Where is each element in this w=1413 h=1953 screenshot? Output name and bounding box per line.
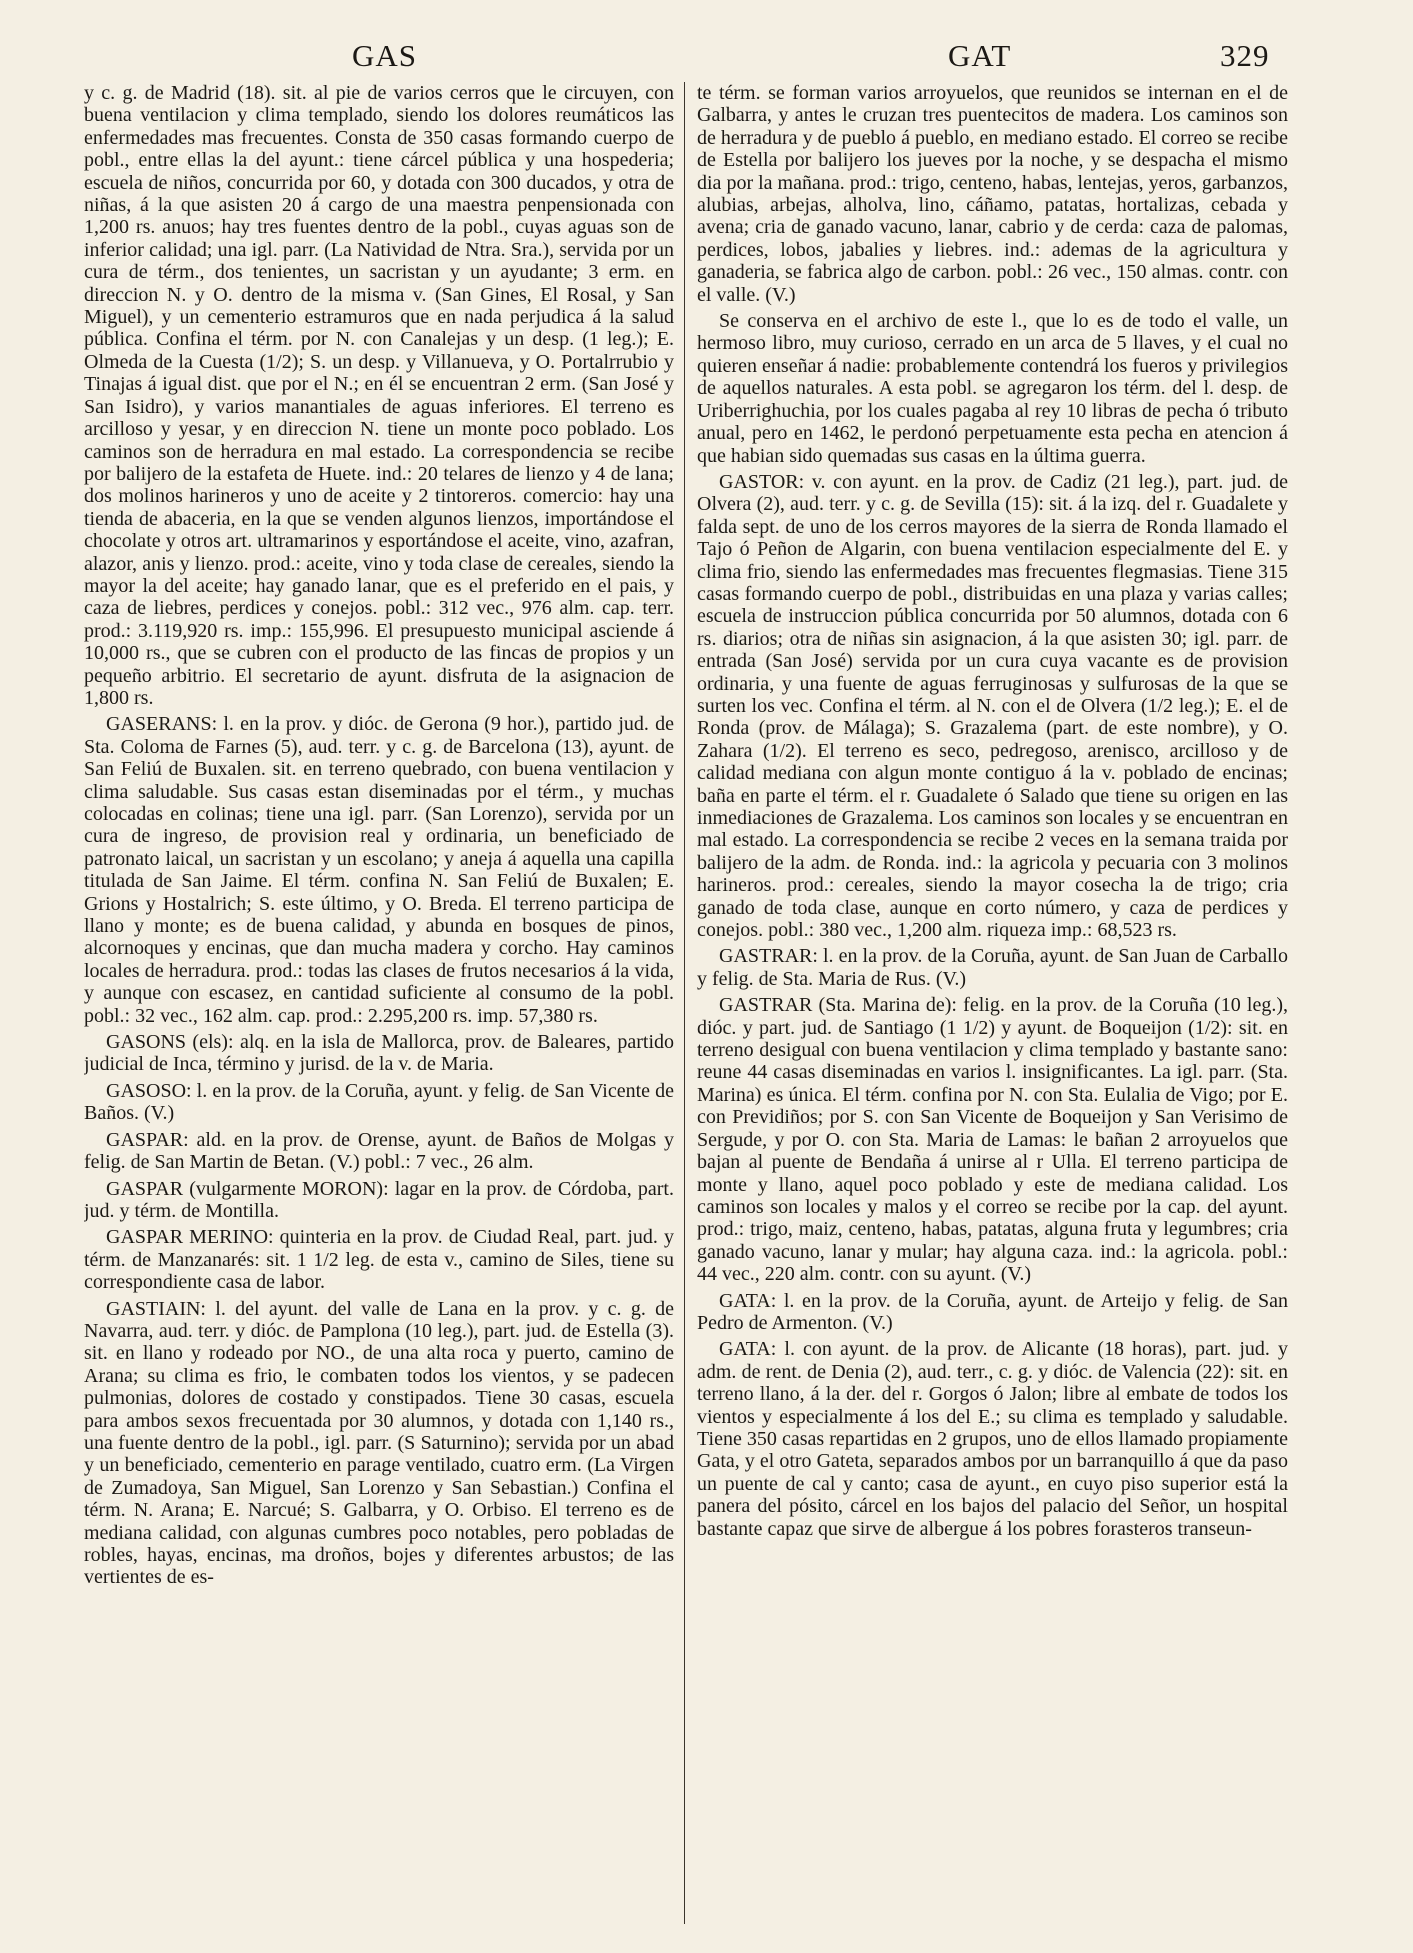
dictionary-entry: Se conserva en el archivo de este l., que lo es de todo el valle, un hermoso libro, muy curioso, cerrado en un arca de 5 llaves, y el cual no quieren enseñar á nadie: probablemente contendrá los fueros y privilegios de aquellos naturales. A esta pobl. se agregaron los térm. del l. desp. de Uriberrighuchia, por los cuales pagaba al rey 10 libras de pecha ó tributo anual, pero en 1462, le perdonó perpetuamente esta pecha en atencion á que habian sido quemadas sus casas en la última guerra. xyxy=(697,310,1288,467)
dictionary-entry: GASTIAIN: l. del ayunt. del valle de Lana en la prov. y c. g. de Navarra, aud. terr. y dióc. de Pamplona (10 leg.), part. jud. de Estella (3). sit. en llano y rodeado por NO., de una alta roca y puerto, camino de Arana; su clima es frio, le combaten todos los vientos, y se padecen pulmonias, dolores de costado y constipados. Tiene 30 casas, escuela para ambos sexos frecuentada por 30 alumnos, y dotada con 1,140 rs., una fuente dentro de la pobl., igl. parr. (S Saturnino); servida por un abad y un beneficiado, cementerio en parage ventilado, cuatro erm. (La Virgen de Zumadoya, San Miguel, San Lorenzo y San Sebastian.) Confina el térm. N. Arana; E. Narcué; S. Galbarra, y O. Orbiso. El terreno es de mediana calidad, con algunas cumbres poco notables, pero pobladas de robles, hayas, encinas, ma droños, bojes y diferentes arbustos; de las vertientes de es- xyxy=(84,1297,674,1589)
column-divider xyxy=(684,82,685,1924)
dictionary-entry: y c. g. de Madrid (18). sit. al pie de varios cerros que le circuyen, con buena ventilacion y clima templado, siendo los dolores reumáticos las enfermedades mas frecuentes. Consta de 350 casas formando cuerpo de pobl., entre ellas la del ayunt.: tiene cárcel pública y una hospederia; escuela de niños, concurrida por 60, y dotada con 300 ducados, y otra de niñas, á la que asisten 20 á cargo de una maestra penpensionada con 1,200 rs. anuos; hay tres fuentes dentro de la pobl., cuyas aguas son de inferior calidad; una igl. parr. (La Natividad de Ntra. Sra.), servida por un cura de térm., dos tenientes, un sacristan y un ayudante; 3 erm. en direccion N. y O. dentro de la misma v. (San Gines, El Rosal, y San Miguel), y un cementerio estramuros que en nada perjudica á la salud pública. Confina el térm. por N. con Canalejas y un desp. (1 leg.); E. Olmeda de la Cuesta (1/2); S. un desp. y Villanueva, y O. Portalrrubio y Tinajas á igual dist. que por el N.; en él se encuentran 2 erm. (San José y San Isidro), y varios manantiales de aguas inferiores. El terreno es arcilloso y yesar, y en direccion N. tiene un monte poco poblado. Los caminos son de herradura en mal estado. La correspondencia se recibe por balijero de la estafeta de Huete. ind.: 20 telares de lienzo y 4 de lana; dos molinos harineros y uno de aceite y 2 tintoreros. comercio: hay una tienda de abaceria, en la que se venden algunos lienzos, importándose el chocolate y otros art. ultramarinos y esportándose el aceite, vino, azafran, alazor, anis y lienzo. prod.: aceite, vino y toda clase de cereales, siendo la mayor la del aceite; hay ganado lanar, que es el preferido en el pais, y caza de liebres, perdices y conejos. pobl.: 312 vec., 976 alm. cap. terr. prod.: 3.119,920 rs. imp.: 155,996. El presupuesto municipal asciende á 10,000 rs., que se cubren con el producto de las fincas de propios y un pequeño arbitrio. El secretario de ayunt. disfruta de la asignacion de 1,800 rs. xyxy=(84,82,674,709)
header-right-keyword: GAT xyxy=(948,38,1012,73)
dictionary-entry: GATA: l. en la prov. de la Coruña, ayunt. de Arteijo y felig. de San Pedro de Armenton. (V.) xyxy=(697,1289,1288,1334)
right-column xyxy=(697,82,1288,1930)
dictionary-entry: GASPAR: ald. en la prov. de Orense, ayunt. de Baños de Molgas y felig. de San Martin de Betan. (V.) pobl.: 7 vec., 26 alm. xyxy=(84,1128,674,1174)
dictionary-entry: GASOSO: l. en la prov. de la Coruña, ayunt. y felig. de San Vicente de Baños. (V.) xyxy=(84,1079,674,1125)
header-left-keyword: GAS xyxy=(352,38,418,73)
dictionary-entry: GASTOR: v. con ayunt. en la prov. de Cadiz (21 leg.), part. jud. de Olvera (2), aud. terr. y c. g. de Sevilla (15): sit. á la izq. del r. Guadalete y falda sept. de uno de los cerros mayores de la sierra de Ronda llamado el Tajo ó Peñon de Algarin, con buena ventilacion especialmente del E. y clima frio, siendo las enfermedades mas frecuentes flegmasias. Tiene 315 casas formando cuerpo de pobl., distribuidas en una plaza y varias calles; escuela de instruccion pública concurrida por 50 alumnos, dotada con 6 rs. diarios; otra de niñas sin asignacion, á la que asisten 30; igl. parr. de entrada (San José) servida por un cura cuya vacante es de provision ordinaria, y una fuente de aguas ferruginosas y sulfurosas de la que se surten los vec. Confina el térm. al N. con el de Olvera (1/2 leg.); E. el de Ronda (prov. de Málaga); S. Grazalema (part. de este nombre), y O. Zahara (1/2). El terreno es seco, pedregoso, arenisco, arcilloso y de calidad mediana con algun monte contiguo á la v. poblado de encinas; baña en parte el térm. el r. Guadalete ó Salado que tiene su origen en las inmediaciones de Grazalema. Los caminos son locales y se encuentran en mal estado. La correspondencia se recibe 2 veces en la semana traida por balijero de la adm. de Ronda. ind.: la agricola y pecuaria con 3 molinos harineros. prod.: cereales, siendo la mayor cosecha la de trigo; cria ganado de toda clase, aunque en corto número, y caza de perdices y conejos. pobl.: 380 vec., 1,200 alm. riqueza imp.: 68,523 rs. xyxy=(697,470,1288,942)
dictionary-entry: GASPAR (vulgarmente MORON): lagar en la prov. de Córdoba, part. jud. y térm. de Montilla. xyxy=(84,1177,674,1222)
dictionary-entry: GASONS (els): alq. en la isla de Mallorca, prov. de Baleares, partido judicial de Inca, término y jurisd. de la v. de Maria. xyxy=(84,1031,674,1076)
dictionary-entry: GASERANS: l. en la prov. y dióc. de Gerona (9 hor.), partido jud. de Sta. Coloma de Farnes (5), aud. terr. y c. g. de Barcelona (13), ayunt. de San Feliú de Buxalen. sit. en terreno quebrado, con buena ventilacion y clima saludable. Sus casas estan diseminadas por el térm., y muchas colocadas en colinas; tiene una igl. parr. (San Lorenzo), servida por un cura de ingreso, de provision real y ordinaria, un beneficiado de patronato laical, un sacristan y un escolano; y aneja á aquella una capilla titulada de San Jaime. El térm. confina N. San Feliú de Buxalen; E. Grions y Hostalrich; S. este último, y O. Breda. El terreno participa de llano y monte; es de buena calidad, y abunda en bosques de pinos, alcornoques y encinas, que dan mucha madera y corcho. Hay caminos locales de herradura. prod.: todas las clases de frutos necesarios á la vida, y aunque con escasez, en cantidad suficiente al consumo de la pobl. pobl.: 32 vec., 162 alm. cap. prod.: 2.295,200 rs. imp. 57,380 rs. xyxy=(84,713,674,1027)
dictionary-entry: GASTRAR (Sta. Marina de): felig. en la prov. de la Coruña (10 leg.), dióc. y part. jud. de Santiago (1 1/2) y ayunt. de Boqueijon (1/2): sit. en terreno desigual con buena ventilacion y clima templado y bastante sano: reune 44 casas diseminadas en varios l. insignificantes. La igl. parr. (Sta. Marina) es única. El térm. confina por N. con Sta. Eulalia de Vigo; por E. con Previdiños; por S. con San Vicente de Boqueijon y San Verisimo de Sergude, y por O. con Sta. Maria de Lamas: le bañan 2 arroyuelos que bajan al puente de Bendaña á unirse al r Ulla. El terreno participa de monte y llano, aquel poco poblado y este de mediana calidad. Los caminos son locales y malos y el correo se recibe por la cap. del ayunt. prod.: trigo, maiz, centeno, habas, patatas, alguna fruta y legumbres; cria ganado vacuno, lanar y mular; hay alguna caza. ind.: la agricola. pobl.: 44 vec., 220 alm. contr. con su ayunt. (V.) xyxy=(697,994,1288,1286)
left-column xyxy=(84,82,674,1930)
dictionary-entry: GASPAR MERINO: quinteria en la prov. de Ciudad Real, part. jud. y térm. de Manzanarés: sit. 1 1/2 leg. de esta v., camino de Siles, tiene su correspondiente casa de labor. xyxy=(84,1226,674,1294)
dictionary-entry: GASTRAR: l. en la prov. de la Coruña, ayunt. de San Juan de Carballo y felig. de Sta. Maria de Rus. (V.) xyxy=(697,945,1288,990)
page-number: 329 xyxy=(1220,38,1270,73)
dictionary-entry: te térm. se forman varios arroyuelos, que reunidos se internan en el de Galbarra, y antes le cruzan tres puentecitos de madera. Los caminos son de herradura y de pueblo á pueblo, en mediano estado. El correo se recibe de Estella por balijero los jueves por la noche, y se despacha el mismo dia por la mañana. prod.: trigo, centeno, habas, lentejas, yeros, garbanzos, alubias, arbejas, alholva, lino, cáñamo, patatas, hortalizas, cebada y avena; cria de ganado vacuno, lanar, cabrio y de cerda: caza de palomas, perdices, lobos, jabalies y liebres. ind.: ademas de la agricultura y ganaderia, se fabrica algo de carbon. pobl.: 26 vec., 150 almas. contr. con el valle. (V.) xyxy=(697,82,1288,306)
dictionary-entry: GATA: l. con ayunt. de la prov. de Alicante (18 horas), part. jud. y adm. de rent. de Denia (2), aud. terr., c. g. y dióc. de Valencia (22): sit. en terreno llano, á la der. del r. Gorgos ó Jalon; libre al embate de todos los vientos y especialmente á los del E.; su clima es templado y saludable. Tiene 350 casas repartidas en 2 grupos, uno de ellos llamado propiamente Gata, y el otro Gateta, separados ambos por un barranquillo á que da paso un puente de cal y canto; casa de ayunt., en cuyo piso superior está la panera del pósito, cárcel en los bajos del palacio del Señor, un hospital bastante capaz que sirve de albergue á los pobres forasteros transeun- xyxy=(697,1338,1288,1540)
